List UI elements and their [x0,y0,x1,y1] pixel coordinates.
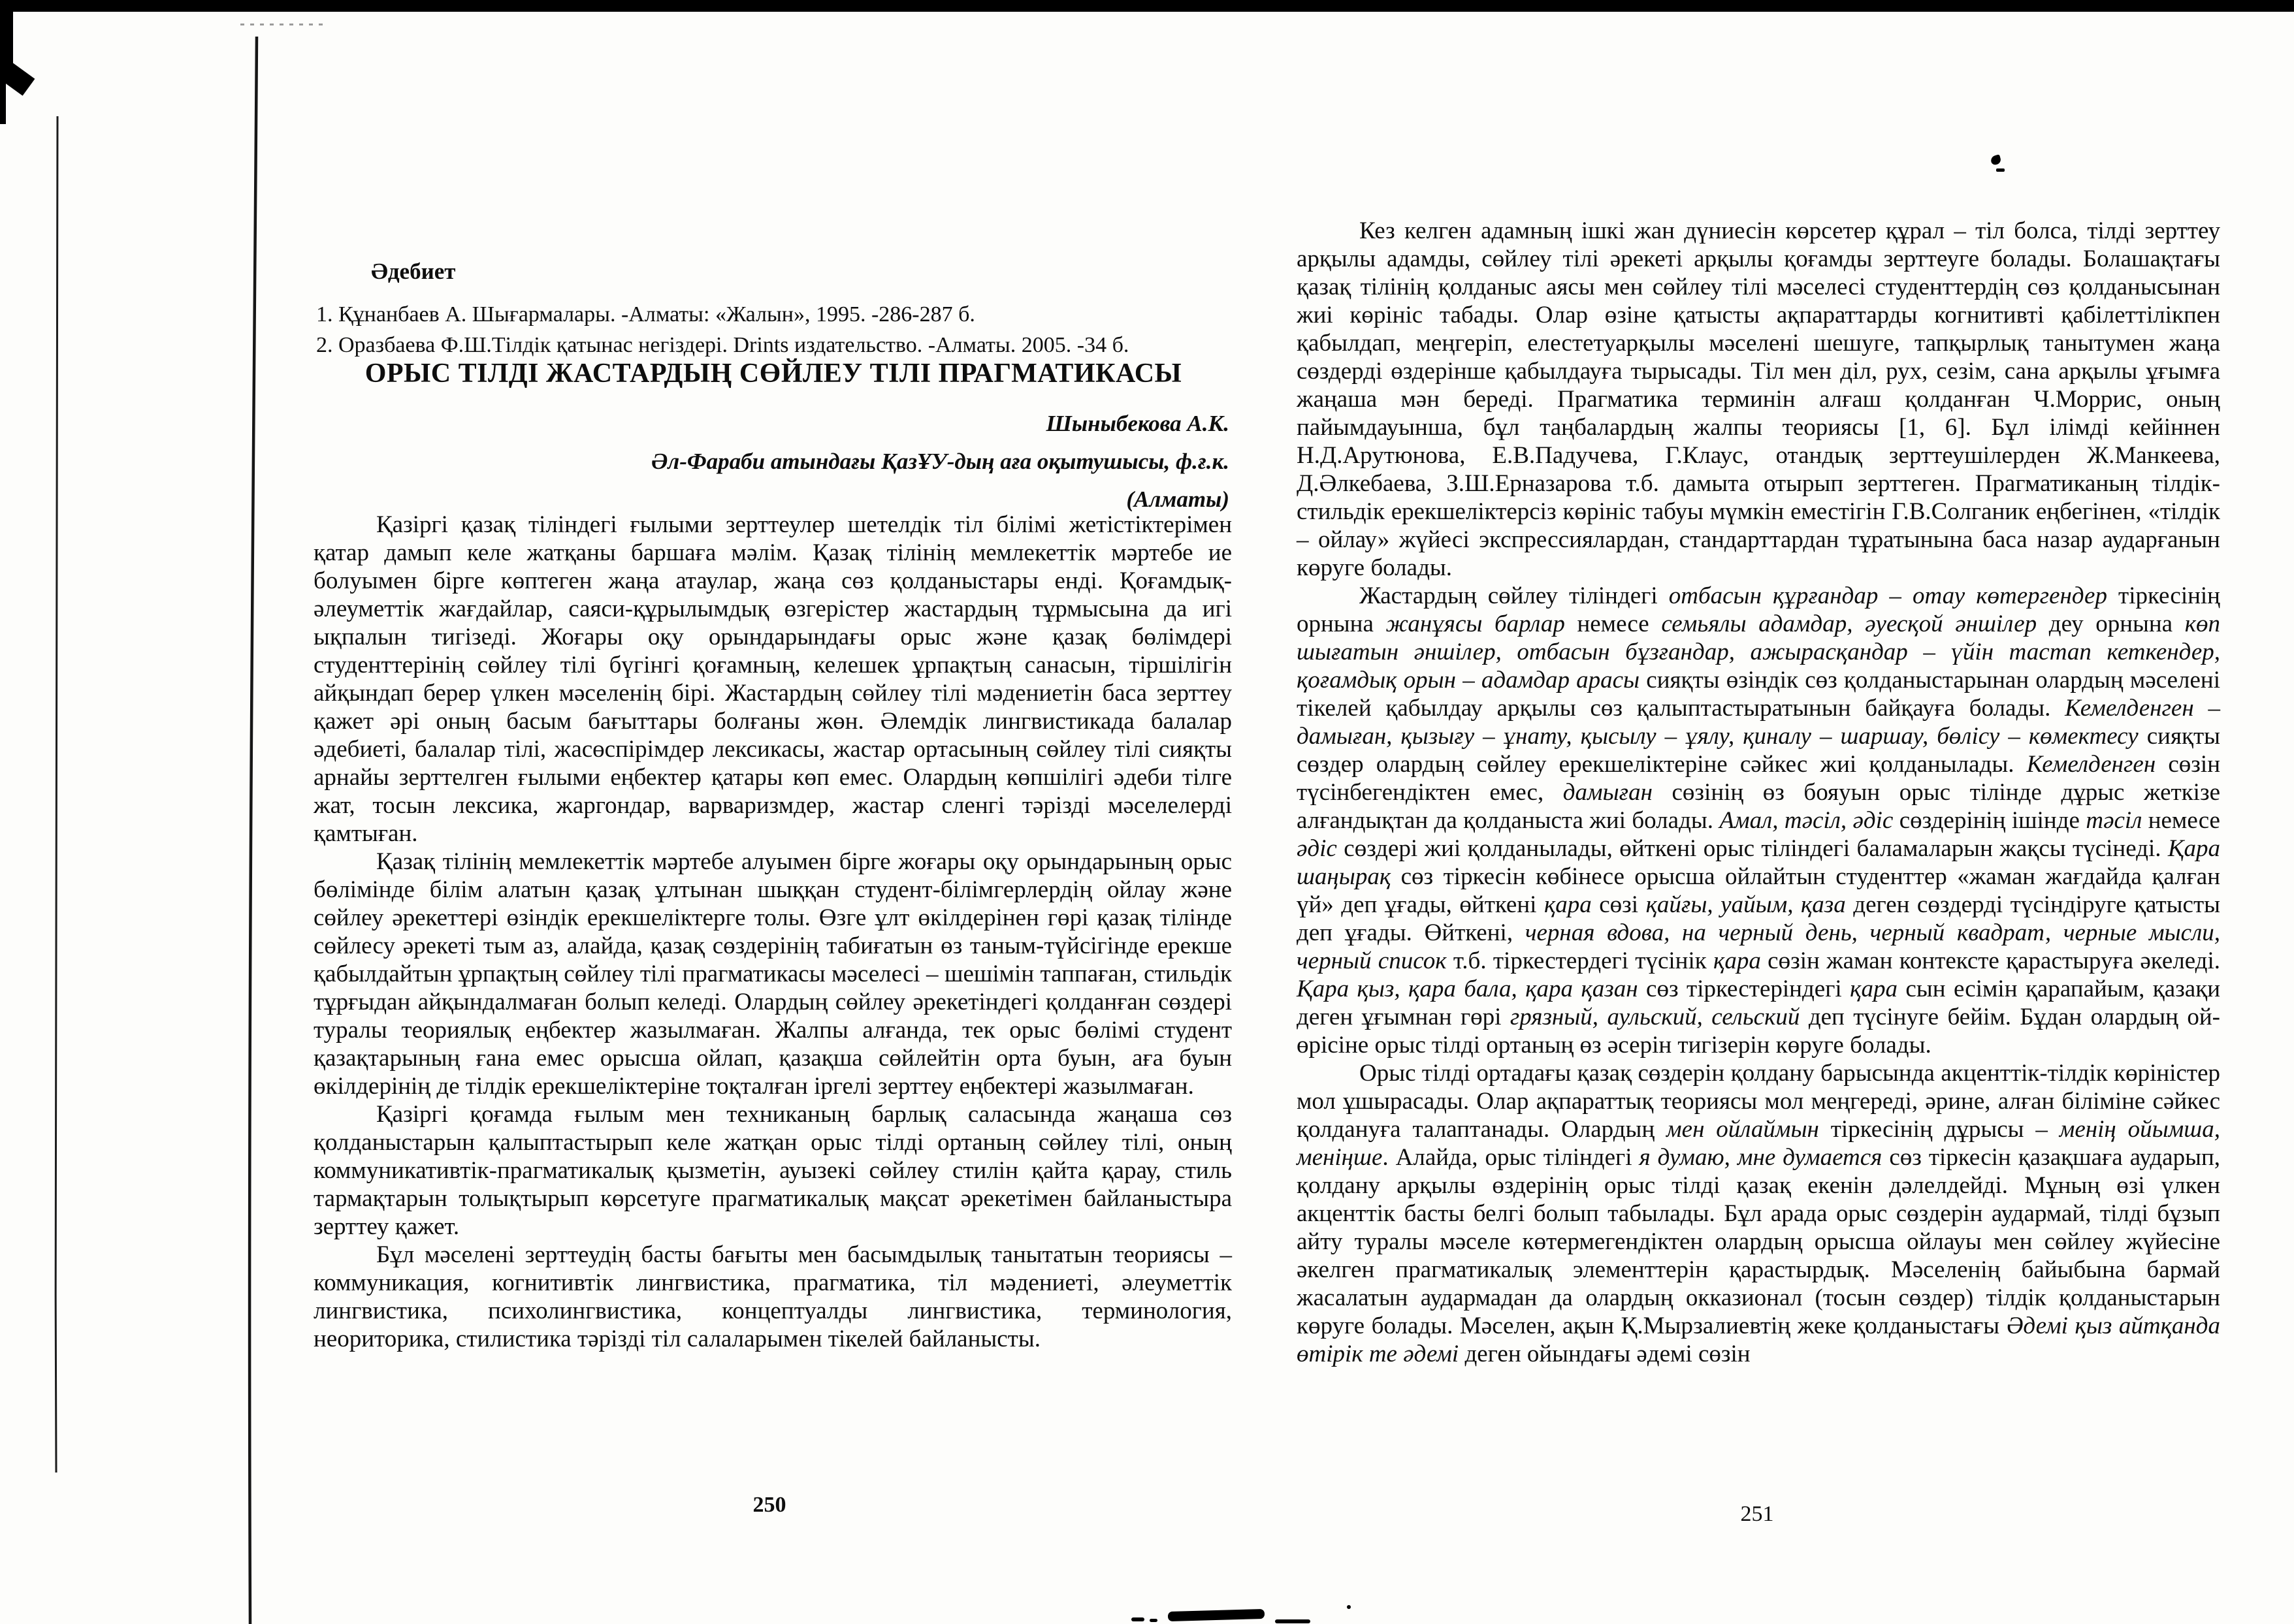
ink-mark-artifact-2 [1996,168,2005,172]
bottom-smudge-artifact [1168,1609,1265,1621]
paragraph: Қазіргі қоғамда ғылым мен техниканың барлық саласында жаңаша сөз қолданыстарын қалыптастырып келе жатқан орыс тілді ортаның сөйлеу тілі, оның коммуникативтік-прагматикалық қызметін, ауызекі сөйлеу стилін қайта қарау, стиль тармақтарын толықтырып көрсетуге прагматикалық мақсат әрекетімен байланыстыра зерттеу қажет. [314,1101,1232,1240]
author-city: (Алматы) [1126,486,1229,512]
reference-item: 2. Оразбаева Ф.Ш.Тілдік қатынас негіздері. Drints издательство. -Алматы. 2005. -34 б. [316,333,1129,357]
bottom-smudge-artifact-2 [1131,1617,1144,1621]
paragraph: Жастардың сөйлеу тіліндегі отбасын құрғандар – отау көтергендер тіркесінің орнына жанұясы барлар немесе семьялы адамдар, әуесқой әншілер деу орнына көп шығатын әншілер, отбасын бұзғандар, ажырасқандар – үйін тастап кеткендер, қоғамдық орын – адамдар арасы сияқты өзіндік сөз қолданыстарынан олардың мәселені тікелей қабылдау арқылы сөз қалыптастыратынын байқауға болады. Кемелденген – дамыған, қызығу – ұнату, қысылу – ұялу, қиналу – шаршау, бөлісу – көмектесу сияқты сөздер олардың сөйлеу ерекшеліктеріне сәйкес жиі қолданылады. Кемелденген сөзін түсінбегендіктен емес, дамыған сөзінің өз бояуын орыс тілінде дұрыс жеткізе алғандықтан да қолданыста жиі болады. Амал, тәсіл, әдіс сөздерінің ішінде тәсіл немесе әдіс сөздері жиі қолданылады, өйткені орыс тіліндегі баламаларын жақсы түсінеді. Қара шаңырақ сөз тіркесін көбінесе орысша ойлайтын студенттер «жаман жағдайда қалған үй» деп ұғады, өйткені қара сөзі қайғы, уайым, қаза деген сөздерді түсіндіруге қатысты деп ұғады. Өйткені, черная вдова, на черный день, черный квадрат, черные мысли, черный список т.б. тіркестердегі түсінік қара сөзін жаман контексте қарастыруға әкеледі. Қара қыз, қара бала, қара қазан сөз тіркестеріндегі қара сын есімін қарапайым, қазақи деген ұғымнан гөрі грязный, аульский, сельский деп түсінуге бейім. Бұдан олардың ой-өрісіне орыс тілді ортаның өз әсерін тигізерін көруге болады. [1297,582,2221,1059]
author-affiliation: Әл-Фараби атындағы ҚазҰУ-дың аға оқытушысы, ф.ғ.к. [651,449,1229,474]
article-title: ОРЫС ТІЛДІ ЖАСТАРДЫҢ СӨЙЛЕУ ТІЛІ ПРАГМАТИКАСЫ [364,358,1182,389]
page-spine-line [250,37,257,1624]
paragraph: Қазіргі қазақ тіліндегі ғылыми зерттеулер шетелдік тіл білімі жетістіктерімен қатар дамып келе жатқаны баршаға мәлім. Қазақ тілінің мемлекеттік мәртебе ие болуымен бірге көптеген жаңа атаулар, жаңа сөз қолданыстары енді. Қоғамдық-әлеуметтік жағдайлар, саяси-құрылымдық өзгерістер жастардың тұрмысына да игі ықпалын тигізеді. Жоғары оқу орындарындағы орыс және қазақ бөлімдері студенттерінің сөйлеу тілі бүгінгі қоғамның, келешек ұрпақтың санасын, тіршілігін айқындап берер үлкен мәселенің бірі. Жастардың сөйлеу тілі мәдениетін баса зерттеу қажет әрі оның басым бағыттары болғаны жөн. Әлемдік лингвистикада балалар әдебиеті, балалар тілі, жасөспірімдер лексикасы, жастар ортасының сөйлеу тілі сияқты арнайы зерттелген ғылыми еңбектер қатары көп емес. Олардың көпшілігі әдеби тілге жат, тосын лексика, жаргондар, варваризмдер, жастар сленгі тәрізді мәселелерді қамтыған. [314,511,1232,847]
paragraph: Орыс тілді ортадағы қазақ сөздерін қолдану барысында акценттік-тілдік көріністер мол ұшырасады. Олар ақпараттық теориясы мол меңгереді, әрине, алған біліміне сәйкес қолдануға талаптанады. Олардың мен ойлаймын тіркесінің дұрысы – менің ойымша, меніңше. Алайда, орыс тіліндегі я думаю, мне думается сөз тіркесін қазақшаға аударып, қолдану арқылы өздерінің орыс тілді қазақ екенін дәлелдейді. Мұның өзі үлкен акценттік басты белгі болып табылады. Бұл арада орыс сөздерін аудармай, тілді бұзып айту туралы мәселе көтермегендіктен олардың орысша ойлауы мен сөйлеу жүйесіне әкелген прагматикалық элементтерін қарастырдық. Мәселенің байыбына бармай жасалатын аудармадан да олардың окказионал (тосын сөздер) тілдік қолданыстарын көруге болады. Мәселен, ақын Қ.Мырзалиевтің жеке қолданыстағы Әдемі қыз айтқанда өтірік те әдемі деген ойындағы әдемі сөзін [1297,1060,2221,1367]
bottom-smudge-dot-artifact [1347,1605,1351,1609]
author-name: Шыныбекова А.К. [1046,411,1229,436]
scan-top-edge-artifact [0,0,2294,12]
scan-corner-tail-artifact [0,78,6,124]
page-number-left: 250 [752,1493,786,1517]
literature-heading: Әдебиет [371,259,456,284]
left-page-body [314,511,1232,1353]
bottom-smudge-artifact-3 [1150,1619,1157,1622]
paragraph: Бұл мәселені зерттеудің басты бағыты мен басымдылық танытатын теориясы – коммуникация, когнитивтік лингвистика, прагматика, тіл мәдениеті, әлеуметтік лингвистика, психолингвистика, концептуалды лингвистика, терминология, неориторика, стилистика тәрізді тіл салаларымен тікелей байланысты. [314,1241,1232,1352]
ink-mark-artifact [1990,154,2001,165]
paragraph: Кез келген адамның ішкі жан дүниесін көрсетер құрал – тіл болса, тілді зерттеу арқылы адамды, сөйлеу тілі әрекеті арқылы қоғамды зерттеуге болады. Болашақтағы қазақ тілінің қолданыс аясы мен сөйлеу тілі мәселесі студенттердің сөз қолданысынан жиі көрініс табады. Олар өзіне қатысты ақпараттарды когнитивті қабілеттілікпен қабылдап, меңгеріп, елестетуарқылы мәселені шешуге, тапқырлық танытумен жаңа сөздерді өздерінше қабылдауға тырысады. Тіл мен діл, рух, сезім, сана арқылы ұғымға жаңаша мән береді. Прагматика терминін алғаш қолданған Ч.Моррис, оның пайымдауынша, бұл таңбалардың жалпы теориясы [1, 6]. Бұл ілімді кейіннен Н.Д.Арутюнова, Е.В.Падучева, Г.Клаус, отандық зерттеушілерден Ж.Манкеева, Д.Әлкебаева, З.Ш.Ерназарова т.б. дамыта отырып зерттеген. Прагматиканың тілдік-стильдік ерекшеліктерсіз көрініс табуы мүмкін еместігін Г.В.Солганик еңбегінен, «тілдік – ойлау» жүйесі экспрессиялардан, стандарттардан тұратынына баса назар аударғанын көруге болады. [1297,217,2220,581]
right-page-body [1297,217,2220,1368]
page-number-right: 251 [1740,1502,1774,1526]
reference-list [316,299,1233,360]
reference-item: 1. Құнанбаев А. Шығармалары. -Алматы: «Жалын», 1995. -286-287 б. [316,302,975,326]
paragraph: Қазақ тілінің мемлекеттік мәртебе алуымен бірге жоғары оқу орындарының орыс бөлімінде білім алатын қазақ ұлтынан шыққан студент-білімгерлердің ойлау және сөйлеу әрекеттері өзіндік ерекшеліктерге толы. Өзге ұлт өкілдерінен гөрі қазақ тілінде сөйлесу әрекеті тым аз, алайда, қазақ сөздерінің табиғатын өз таным-түйсігінде ерекше қабылдайтын ұрпақтың сөйлеу тілі прагматикасы мәселесі – шешімін таппаған, стильдік тұрғыдан айқындалмаған болып келеді. Олардың сөйлеу әрекетіндегі қолданған сөздері туралы теориялық еңбектер жазылмаған. Жалпы алғанда, тек орыс бөлімі студент қазақтарының ғана емес орысша ойлап, қазақша сөйлейтін орта буын, аға буын өкілдерінің де тілдік ерекшеліктеріне тоқталған іргелі зерттеу еңбектері жазылмаған. [314,848,1232,1100]
scan-dust-artifact [240,24,329,25]
author-block [314,405,1229,518]
bottom-smudge-artifact-4 [1275,1619,1310,1623]
previous-page-edge-line [56,116,57,1473]
